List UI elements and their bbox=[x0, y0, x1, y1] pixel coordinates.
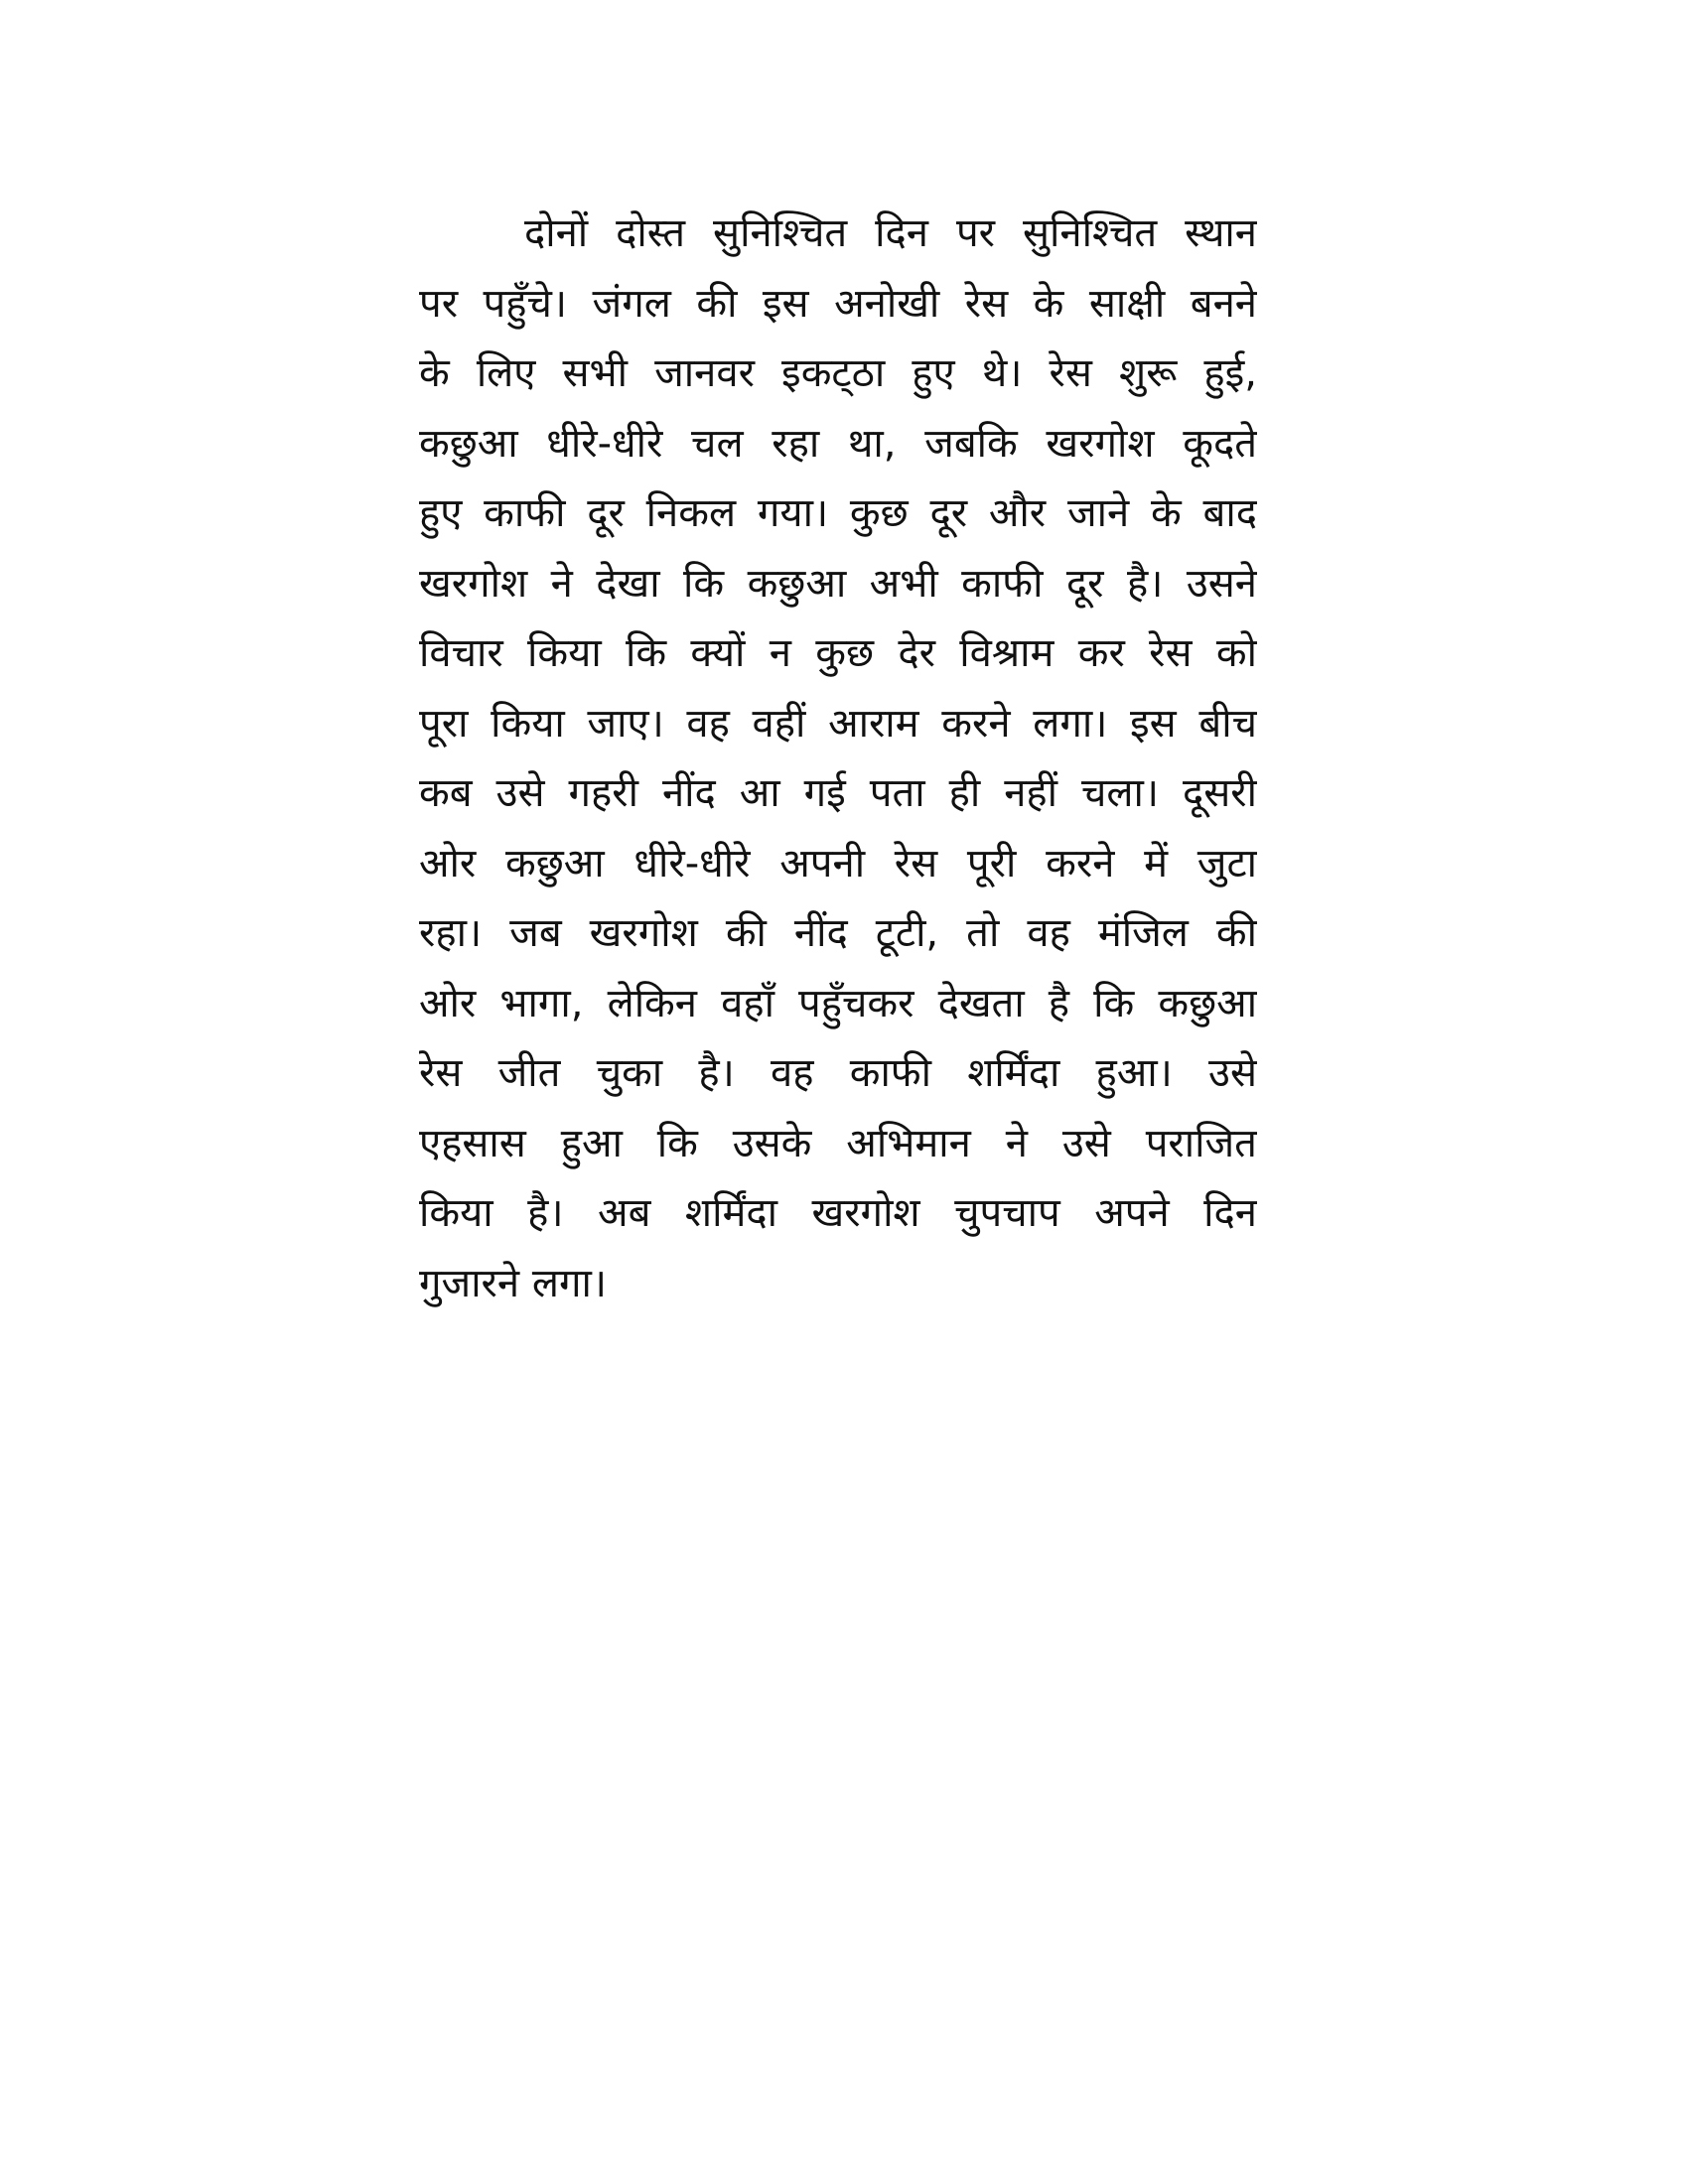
paragraph-line-8: पूरा किया जाए। वह वहीं आराम करने लगा। इस बीच bbox=[419, 700, 1257, 747]
paragraph-line-13: रेस जीत चुका है। वह काफी शर्मिंदा हुआ। उसे bbox=[419, 1050, 1257, 1096]
paragraph-line-14: एहसास हुआ कि उसके अभिमान ने उसे पराजित bbox=[419, 1120, 1257, 1166]
paragraph-line-15: किया है। अब शर्मिंदा खरगोश चुपचाप अपने दिन bbox=[419, 1190, 1257, 1236]
paragraph-line-1: दोनों दोस्त सुनिश्चित दिन पर सुनिश्चित स्थान bbox=[524, 210, 1257, 256]
paragraph-line-16: गुजारने लगा। bbox=[419, 1260, 607, 1306]
paragraph-line-12: ओर भागा, लेकिन वहाँ पहुँचकर देखता है कि कछुआ bbox=[419, 980, 1257, 1026]
paragraph-line-6: खरगोश ने देखा कि कछुआ अभी काफी दूर है। उसने bbox=[419, 560, 1257, 607]
paragraph-line-2: पर पहुँचे। जंगल की इस अनोखी रेस के साक्षी बनने bbox=[419, 280, 1257, 327]
paragraph-line-5: हुए काफी दूर निकल गया। कुछ दूर और जाने के बाद bbox=[419, 490, 1257, 536]
story-paragraph bbox=[419, 199, 1257, 1318]
paragraph-line-9: कब उसे गहरी नींद आ गई पता ही नहीं चला। दूसरी bbox=[419, 770, 1257, 816]
paragraph-line-11: रहा। जब खरगोश की नींद टूटी, तो वह मंजिल की bbox=[419, 910, 1257, 956]
paragraph-line-3: के लिए सभी जानवर इकट्‌ठा हुए थे। रेस शुरू हुई, bbox=[419, 350, 1257, 396]
paragraph-line-7: विचार किया कि क्यों न कुछ देर विश्राम कर रेस को bbox=[419, 630, 1257, 676]
paragraph-line-10: ओर कछुआ धीरे-धीरे अपनी रेस पूरी करने में जुटा bbox=[419, 840, 1257, 887]
paragraph-line-4: कछुआ धीरे-धीरे चल रहा था, जबकि खरगोश कूदते bbox=[419, 420, 1257, 467]
